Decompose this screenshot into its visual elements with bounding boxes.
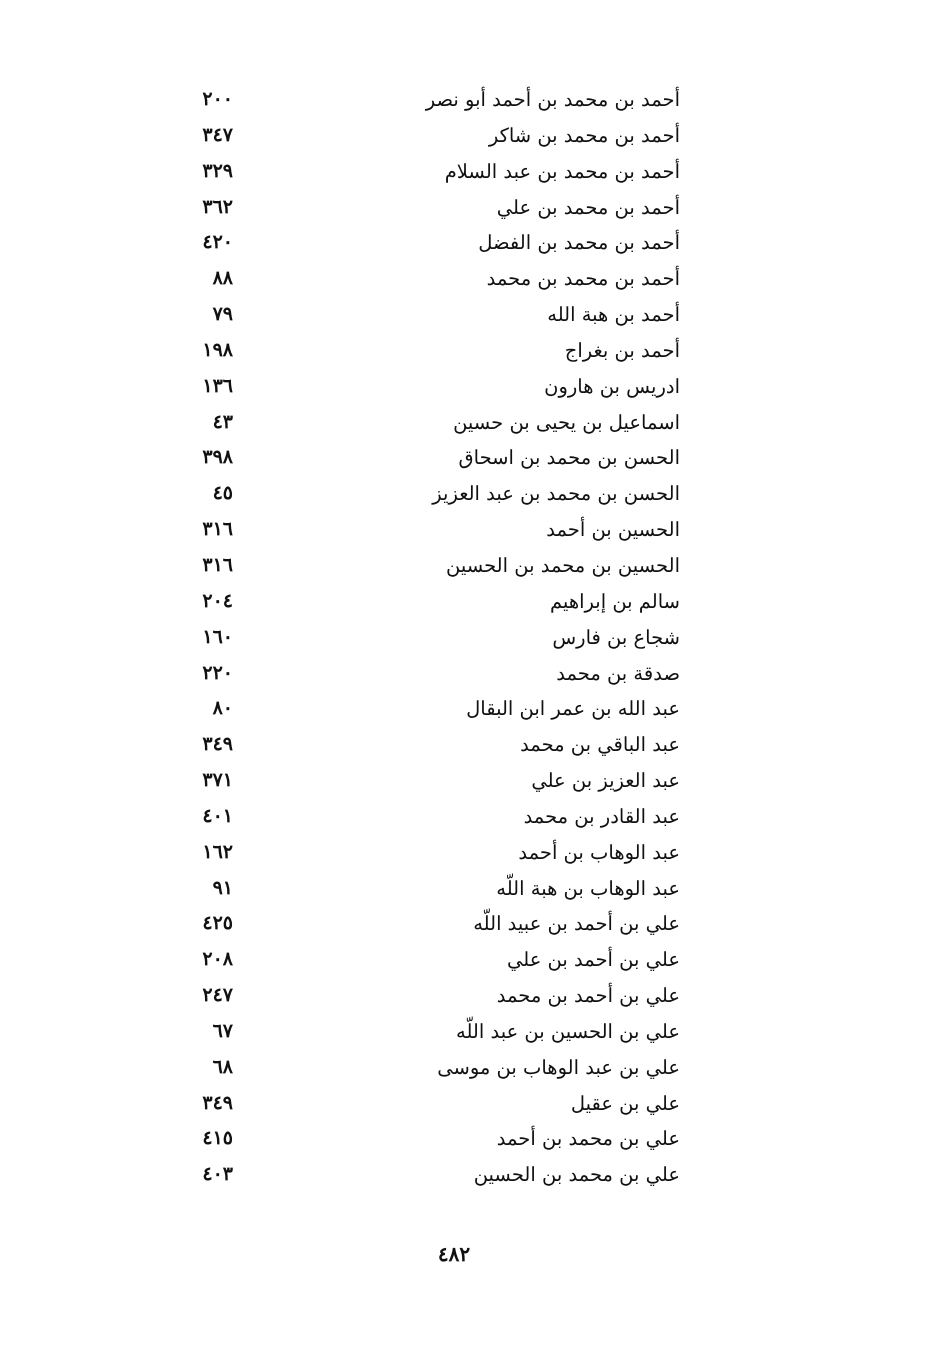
- entry-page-number: ٣٤٧: [202, 123, 233, 146]
- entry-page-number: ٨٠: [212, 697, 233, 720]
- entry-name: الحسن بن محمد بن عبد العزيز: [432, 482, 680, 506]
- entry-page-number: ٢٠٤: [202, 589, 233, 612]
- index-entry: [150, 190, 690, 226]
- entry-name: أحمد بن بغراج: [564, 338, 680, 362]
- index-entry: [150, 871, 690, 907]
- entry-name: أحمد بن محمد بن الفضل: [478, 231, 680, 255]
- entry-page-number: ١٣٦: [202, 374, 233, 397]
- entry-name: عبد الباقي بن محمد: [520, 733, 680, 757]
- index-entry: [150, 440, 690, 476]
- entry-page-number: ٦٨: [212, 1055, 233, 1078]
- entry-name: عبد العزيز بن علي: [531, 769, 680, 793]
- index-entry: [150, 261, 690, 297]
- entry-page-number: ٩١: [212, 876, 233, 899]
- entry-page-number: ١٩٨: [202, 338, 233, 361]
- index-entry: [150, 82, 690, 118]
- index-entry: [150, 835, 690, 871]
- entry-page-number: ٨٨: [212, 267, 233, 290]
- index-entry: [150, 118, 690, 154]
- entry-name: علي بن محمد بن أحمد: [496, 1127, 680, 1151]
- index-entry: [150, 1086, 690, 1122]
- index-entry: [150, 763, 690, 799]
- index-entry: [150, 297, 690, 333]
- entry-name: علي بن أحمد بن علي: [506, 948, 680, 972]
- entry-name: أحمد بن محمد بن محمد: [486, 267, 680, 291]
- entry-page-number: ٣١٦: [202, 553, 233, 576]
- entry-name: علي بن عبد الوهاب بن موسى: [437, 1055, 680, 1079]
- entry-page-number: ٢٠٠: [202, 88, 233, 110]
- entry-page-number: ٤٣: [212, 410, 233, 433]
- index-entry: [150, 584, 690, 620]
- index-entry: [150, 154, 690, 190]
- entry-name: عبد الوهاب بن هبة اللّه: [496, 876, 680, 900]
- index-entry: [150, 369, 690, 405]
- index-entry: [150, 1014, 690, 1050]
- entry-page-number: ٤٥: [212, 482, 233, 505]
- entry-page-number: ١٦٠: [202, 625, 233, 648]
- index-entry: [150, 1121, 690, 1157]
- entry-name: عبد الله بن عمر ابن البقال: [466, 697, 680, 721]
- entry-name: أحمد بن محمد بن عبد السلام: [444, 159, 680, 183]
- index-entry: [150, 978, 690, 1014]
- entry-page-number: ٣٢٩: [202, 159, 233, 182]
- index-entry: [150, 620, 690, 656]
- entry-page-number: ٤٢٥: [202, 912, 233, 935]
- entry-page-number: ٣٦٢: [202, 195, 233, 218]
- entry-name: أحمد بن محمد بن علي: [496, 195, 680, 219]
- entry-page-number: ٢٠٨: [202, 948, 233, 971]
- entry-name: علي بن أحمد بن عبيد اللّه: [473, 912, 680, 936]
- entry-name: الحسين بن أحمد: [546, 518, 680, 542]
- entry-name: عبد الوهاب بن أحمد: [518, 840, 680, 864]
- entry-name: الحسين بن محمد بن الحسين: [445, 553, 680, 577]
- index-entry: [150, 512, 690, 548]
- entry-page-number: ٤٢٠: [202, 231, 233, 254]
- entry-page-number: ٣٤٩: [202, 1091, 233, 1114]
- entry-name: ادريس بن هارون: [544, 374, 680, 398]
- name-index-list: [150, 82, 690, 1193]
- entry-page-number: ٤١٥: [202, 1127, 233, 1150]
- index-entry: [150, 942, 690, 978]
- entry-page-number: ٢٢٠: [202, 661, 233, 684]
- index-entry: [150, 333, 690, 369]
- entry-page-number: ٧٩: [212, 303, 233, 326]
- page-number: ٤٨٢: [437, 1242, 471, 1266]
- entry-name: شجاع بن فارس: [552, 625, 680, 649]
- index-entry: [150, 727, 690, 763]
- entry-page-number: ١٦٢: [202, 840, 233, 863]
- entry-name: اسماعيل بن يحيى بن حسين: [453, 410, 680, 434]
- entry-name: علي بن عقيل: [570, 1091, 680, 1115]
- index-entry: [150, 548, 690, 584]
- entry-page-number: ٣٩٨: [202, 446, 233, 469]
- entry-name: علي بن أحمد بن محمد: [496, 984, 680, 1008]
- entry-page-number: ٢٤٧: [202, 984, 233, 1007]
- index-entry: [150, 225, 690, 261]
- index-entry: [150, 656, 690, 692]
- entry-name: علي بن محمد بن الحسين: [473, 1163, 680, 1187]
- index-entry: [150, 691, 690, 727]
- index-entry: [150, 476, 690, 512]
- index-entry: [150, 405, 690, 441]
- entry-name: أحمد بن محمد بن شاكر: [488, 123, 680, 147]
- index-entry: [150, 1157, 690, 1193]
- entry-page-number: ٣١٦: [202, 518, 233, 541]
- index-entry: [150, 906, 690, 942]
- index-entry: [150, 1050, 690, 1086]
- entry-name: أحمد بن هبة الله: [547, 303, 680, 327]
- entry-name: صدقة بن محمد: [556, 661, 680, 685]
- index-entry: [150, 799, 690, 835]
- entry-page-number: ٤٠١: [202, 804, 233, 827]
- entry-name: علي بن الحسين بن عبد اللّه: [456, 1019, 680, 1043]
- entry-page-number: ٦٧: [212, 1019, 233, 1042]
- entry-page-number: ٤٠٣: [202, 1163, 233, 1186]
- entry-name: الحسن بن محمد بن اسحاق: [458, 446, 680, 470]
- entry-name: أحمد بن محمد بن أحمد أبو نصر: [425, 88, 680, 111]
- entry-name: عبد القادر بن محمد: [523, 804, 680, 828]
- entry-page-number: ٣٤٩: [202, 733, 233, 756]
- entry-name: سالم بن إبراهيم: [549, 589, 680, 613]
- entry-page-number: ٣٧١: [202, 769, 233, 792]
